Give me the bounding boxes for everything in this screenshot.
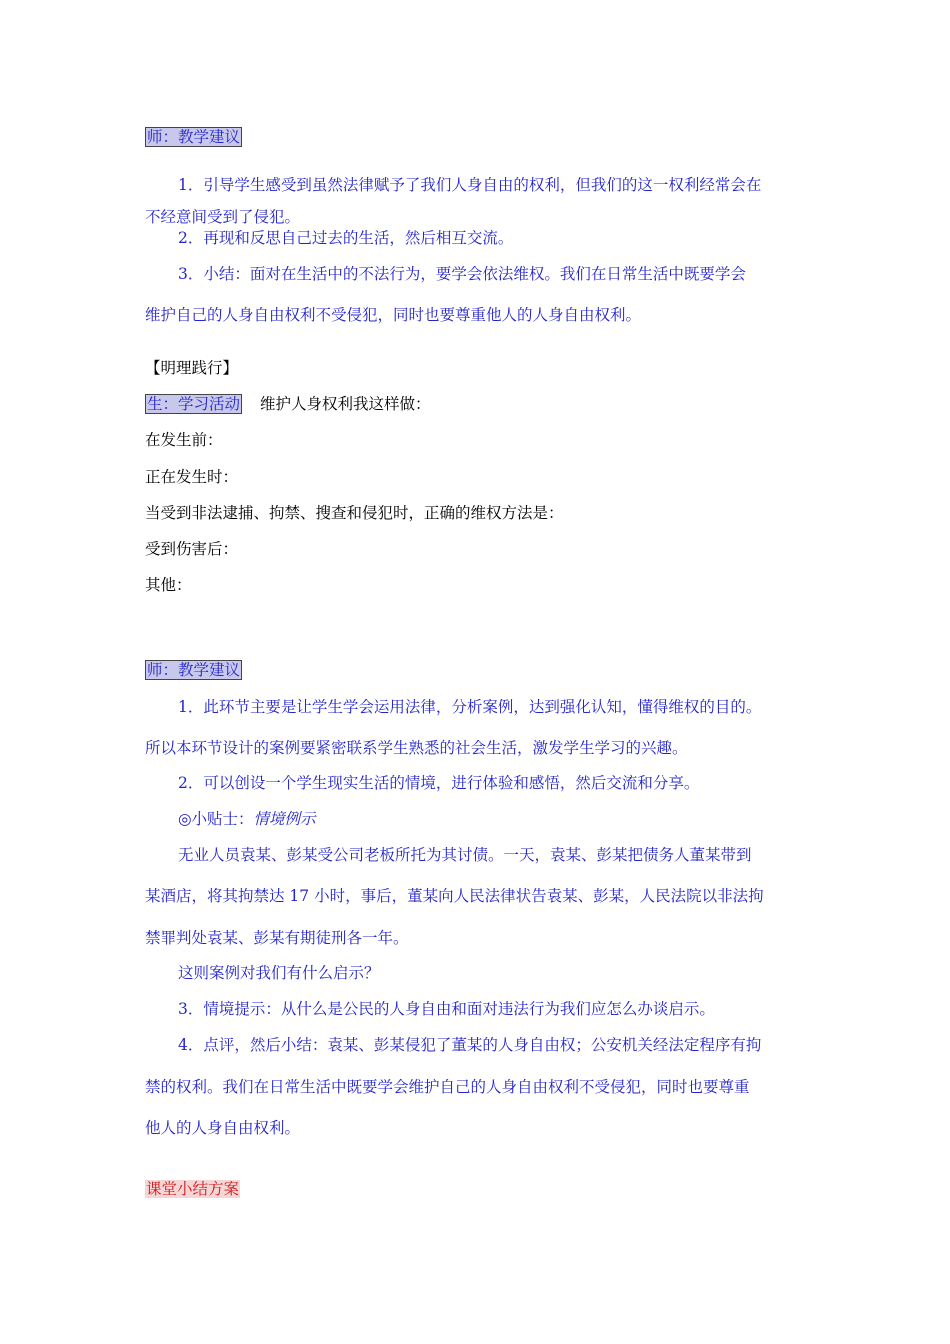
- paragraph-line: 他人的人身自由权利。: [145, 1119, 301, 1137]
- prompt-line: 当受到非法逮捕、拘禁、搜查和侵犯时，正确的维权方法是：: [145, 504, 564, 522]
- paragraph-line: 禁的权利。我们在日常生活中既要学会维护自己的人身自由权利不受侵犯，同时也要尊重: [145, 1078, 750, 1096]
- summary-heading-line: [145, 1179, 240, 1199]
- prompt-line: 正在发生时：: [145, 468, 239, 486]
- tip-title: 情境例示: [253, 810, 316, 828]
- section-heading: [145, 660, 242, 680]
- section-heading: [145, 127, 242, 147]
- paragraph-line: 2．可以创设一个学生现实生活的情境，进行体验和感悟，然后交流和分享。: [178, 774, 700, 792]
- paragraph-line: 所以本环节设计的案例要紧密联系学生熟悉的社会生活，激发学生学习的兴趣。: [145, 739, 688, 757]
- paragraph-line: 维护自己的人身自由权利不受侵犯，同时也要尊重他人的人身自由权利。: [145, 306, 642, 324]
- tip-line: [178, 809, 316, 829]
- paragraph-line: 3．情境提示：从什么是公民的人身自由和面对违法行为我们应怎么办谈启示。: [178, 1000, 715, 1018]
- question-line: 这则案例对我们有什么启示？: [178, 964, 380, 982]
- case-line: 某酒店，将其拘禁达 17 小时，事后，董某向人民法律状告袁某、彭某，人民法院以非法拘: [145, 887, 764, 905]
- prompt-line: 在发生前：: [145, 431, 223, 449]
- paragraph-line: 1．此环节主要是让学生学会运用法律，分析案例，达到强化认知，懂得维权的目的。: [178, 698, 762, 716]
- prompt-line: 其他：: [145, 576, 192, 594]
- teacher-suggestion-label: 师：教学建议: [147, 128, 241, 146]
- paragraph-line: 2．再现和反思自己过去的生活，然后相互交流。: [178, 229, 514, 247]
- teacher-suggestion-label: 师：教学建议: [147, 661, 241, 679]
- paragraph-line: 不经意间受到了侵犯。: [145, 208, 301, 226]
- section-heading-practice: 【明理践行】: [145, 359, 239, 377]
- case-line: 无业人员袁某、彭某受公司老板所托为其讨债。一天，袁某、彭某把债务人董某带到: [178, 846, 752, 864]
- paragraph-line: 3．小结：面对在生活中的不法行为，要学会依法维权。我们在日常生活中既要学会: [178, 265, 746, 283]
- tip-label: ◎小贴士：: [178, 810, 254, 828]
- activity-text: 维护人身权利我这样做：: [260, 395, 431, 413]
- activity-line: [145, 394, 431, 414]
- student-activity-label: 生：学习活动: [147, 395, 241, 413]
- class-summary-label: 课堂小结方案: [146, 1180, 240, 1198]
- paragraph-line: 4．点评，然后小结：袁某、彭某侵犯了董某的人身自由权；公安机关经法定程序有拘: [178, 1036, 762, 1054]
- paragraph-line: 1．引导学生感受到虽然法律赋予了我们人身自由的权利，但我们的这一权利经常会在: [178, 176, 762, 194]
- prompt-line: 受到伤害后：: [145, 540, 239, 558]
- case-line: 禁罪判处袁某、彭某有期徒刑各一年。: [145, 929, 409, 947]
